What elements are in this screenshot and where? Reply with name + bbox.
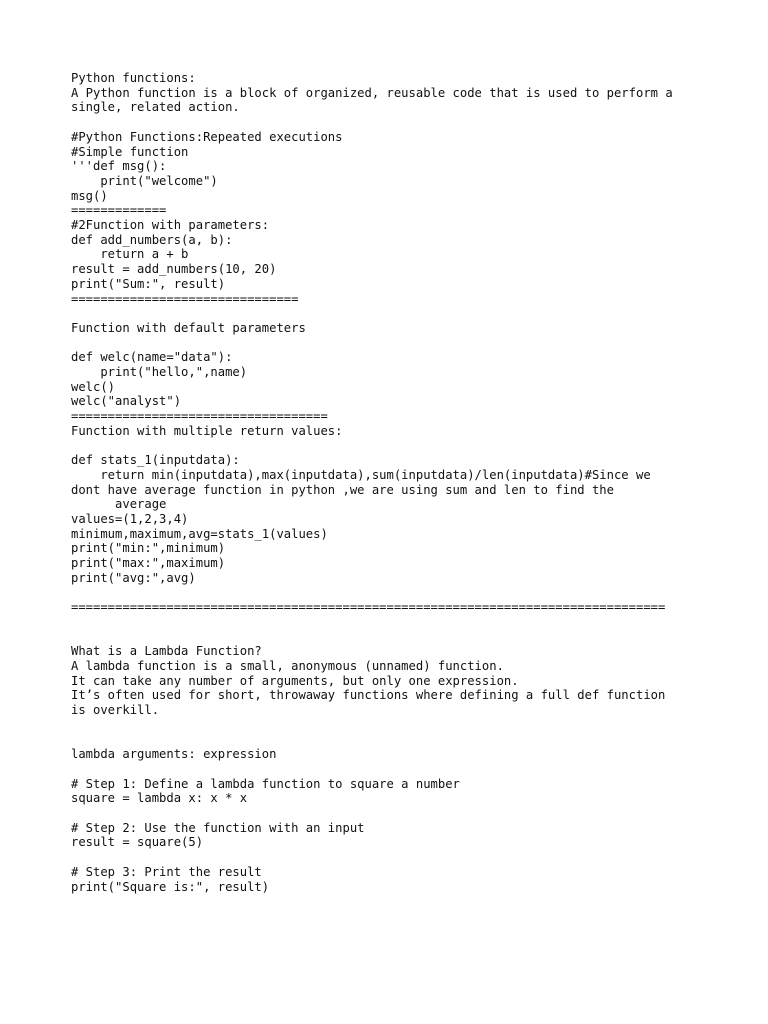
text-line: It can take any number of arguments, but only one expression. [71,673,519,688]
spacer [71,762,731,777]
code-line: def welc(name="data"): [71,350,233,365]
section-heading-multiple-return-values: Function with multiple return values: [71,423,343,438]
code-line: print("min:",minimum) [71,541,226,556]
separator-line: =============================== [71,291,299,306]
code-line: average [71,497,167,512]
text-line: It’s often used for short, throwaway functions where defining a full def function [71,688,666,703]
code-comment: #2Function with parameters: [71,218,270,233]
code-line: lambda arguments: expression [71,747,277,762]
code-line: welc("analyst") [71,394,182,409]
code-line: print("hello,",name) [71,365,248,380]
spacer [71,850,731,865]
section-heading-lambda: What is a Lambda Function? [71,644,262,659]
code-line: print("welcome") [71,173,218,188]
spacer [71,806,731,821]
spacer [71,439,731,454]
code-line: return a + b [71,247,189,262]
code-line: result = square(5) [71,835,204,850]
text-line: A Python function is a block of organized, reusable code that is used to perform a [71,85,673,100]
code-line: result = add_numbers(10, 20) [71,262,277,277]
spacer [71,306,731,321]
code-line: print("avg:",avg) [71,570,196,585]
separator-line: ============= [71,203,167,218]
code-comment: # Step 1: Define a lambda function to square a number [71,776,460,791]
separator-line: ================================================================================= [71,600,666,615]
code-comment: #Simple function [71,144,189,159]
code-line: print("Sum:", result) [71,276,226,291]
document-body [71,71,731,894]
code-line: msg() [71,188,108,203]
code-comment: #Python Functions:Repeated executions [71,129,343,144]
spacer [71,615,731,644]
spacer [71,336,731,351]
code-line: minimum,maximum,avg=stats_1(values) [71,526,328,541]
code-line: dont have average function in python ,we are using sum and len to find the [71,482,614,497]
spacer [71,586,731,601]
text-line: single, related action. [71,100,240,115]
section-heading-python-functions: Python functions: [71,71,196,85]
code-line: '''def msg(): [71,159,167,174]
code-line: welc() [71,379,116,394]
text-line: is overkill. [71,703,160,718]
code-line: values=(1,2,3,4) [71,512,189,527]
code-line: return min(inputdata),max(inputdata),sum(inputdata)/len(inputdata)#Since we [71,467,651,482]
spacer [71,115,731,130]
spacer [71,718,731,747]
code-line: print("Square is:", result) [71,879,270,894]
code-line: def stats_1(inputdata): [71,453,240,468]
code-comment: # Step 3: Print the result [71,864,262,879]
code-line: def add_numbers(a, b): [71,232,233,247]
code-comment: # Step 2: Use the function with an input [71,820,365,835]
section-heading-default-parameters: Function with default parameters [71,320,306,335]
text-line: A lambda function is a small, anonymous (unnamed) function. [71,659,504,674]
code-line: print("max:",maximum) [71,556,226,571]
code-line: square = lambda x: x * x [71,791,248,806]
separator-line: =================================== [71,409,328,424]
